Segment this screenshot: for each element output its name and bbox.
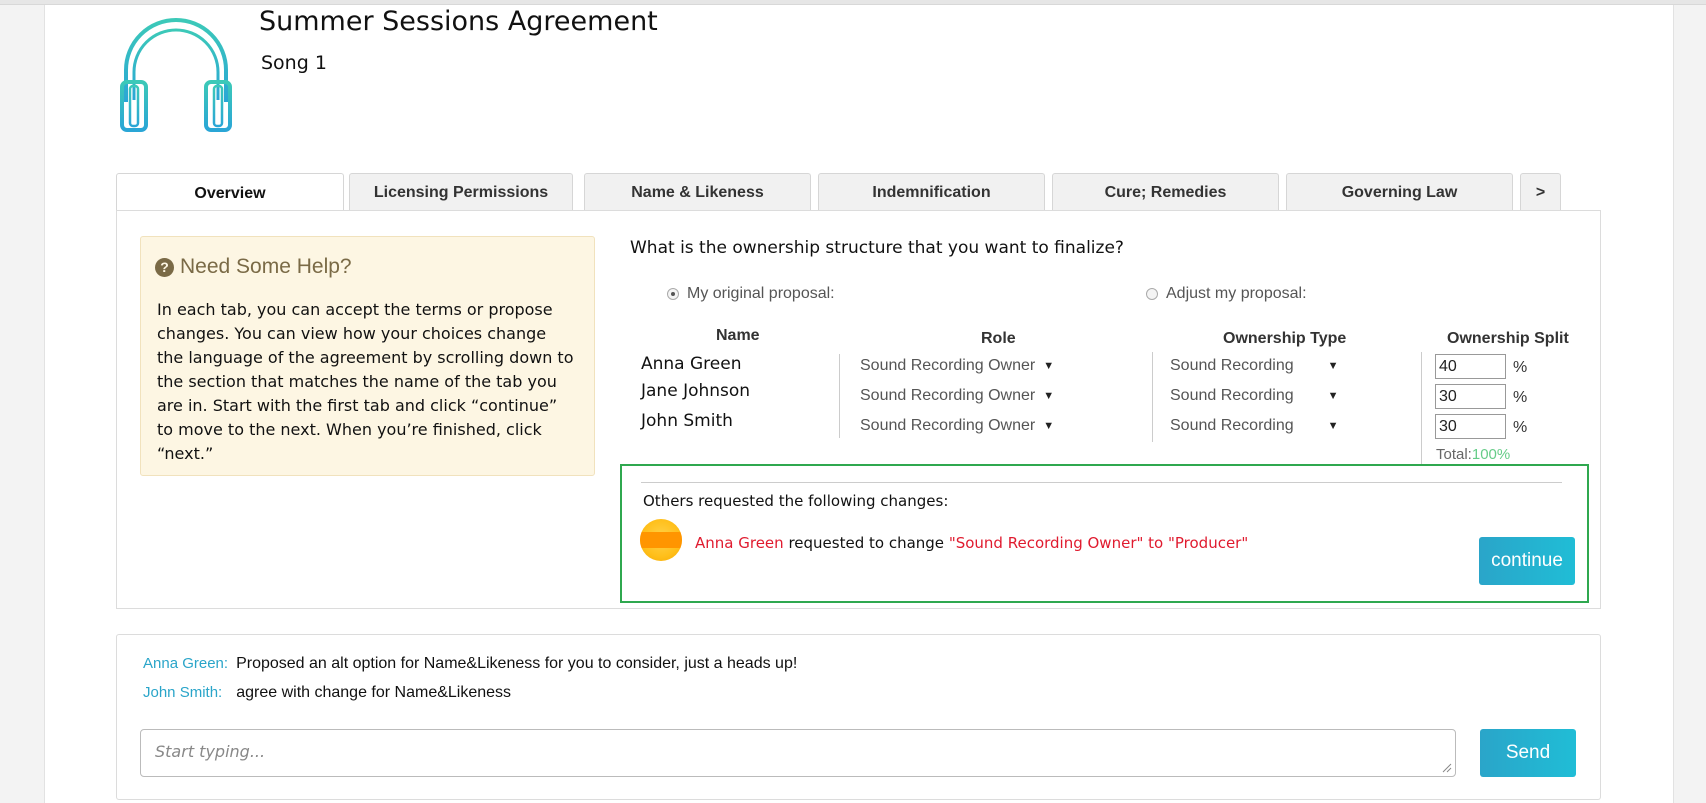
dropdown-arrow-icon[interactable]: ▼ <box>1043 390 1055 402</box>
headphones-icon <box>116 12 236 134</box>
question-circle-icon: ? <box>155 258 174 277</box>
chat-text: Proposed an alt option for Name&Likeness for you to consider, just a heads up! <box>236 655 798 672</box>
dropdown-arrow-icon[interactable]: ▼ <box>1327 360 1339 372</box>
column-divider <box>1421 352 1422 465</box>
requester-name: Anna Green <box>695 534 784 552</box>
dropdown-arrow-icon[interactable]: ▼ <box>1327 390 1339 402</box>
chat-author: Anna Green: <box>143 655 229 672</box>
ownership-type-select[interactable] <box>1170 417 1339 435</box>
tab-licensing-permissions[interactable]: Licensing Permissions <box>349 173 573 211</box>
tab-indemnification[interactable]: Indemnification <box>818 173 1045 211</box>
owner-name: Jane Johnson <box>641 381 751 401</box>
ownership-type-value: Sound Recording <box>1170 417 1294 434</box>
role-select-value: Sound Recording Owner <box>860 357 1036 374</box>
role-select[interactable] <box>860 387 1054 405</box>
dropdown-arrow-icon[interactable]: ▼ <box>1043 420 1055 432</box>
ownership-type-select[interactable] <box>1170 387 1339 405</box>
ownership-type-select[interactable] <box>1170 357 1339 375</box>
split-input[interactable] <box>1435 384 1506 409</box>
radio-adjust-proposal[interactable] <box>1146 285 1307 303</box>
percent-sign: % <box>1513 389 1528 406</box>
dropdown-arrow-icon[interactable]: ▼ <box>1043 360 1055 372</box>
change-request-text <box>695 534 1248 552</box>
chat-text: agree with change for Name&Likeness <box>236 684 512 701</box>
role-select-value: Sound Recording Owner <box>860 387 1036 404</box>
col-header-name: Name <box>716 327 760 344</box>
owner-name: Anna Green <box>641 354 742 374</box>
radio-original-proposal[interactable] <box>667 285 835 303</box>
tab-cure-remedies[interactable]: Cure; Remedies <box>1052 173 1279 211</box>
chat-message <box>143 655 797 673</box>
send-button[interactable]: Send <box>1480 729 1576 777</box>
avatar <box>640 519 682 561</box>
split-input[interactable] <box>1435 354 1506 379</box>
ownership-type-value: Sound Recording <box>1170 387 1294 404</box>
divider <box>641 482 1562 483</box>
tab-next-arrow[interactable]: > <box>1520 173 1561 211</box>
radio-unselected-icon[interactable] <box>1146 288 1158 300</box>
radio-selected-icon[interactable] <box>667 288 679 300</box>
radio-original-label: My original proposal: <box>687 285 835 302</box>
help-box <box>140 236 595 476</box>
requested-changes-box <box>620 464 1589 603</box>
role-select[interactable] <box>860 357 1054 375</box>
column-divider <box>839 354 840 438</box>
help-heading <box>155 255 352 279</box>
chat-message <box>143 684 511 702</box>
chat-author: John Smith: <box>143 684 223 701</box>
changes-title: Others requested the following changes: <box>643 492 949 510</box>
chat-placeholder: Start typing... <box>155 742 266 761</box>
dropdown-arrow-icon[interactable]: ▼ <box>1327 420 1339 432</box>
tab-governing-law[interactable]: Governing Law <box>1286 173 1513 211</box>
continue-button[interactable]: continue <box>1479 537 1575 585</box>
role-select-value: Sound Recording Owner <box>860 417 1036 434</box>
help-text: In each tab, you can accept the terms or propose changes. You can view how your choices change the language of the agreement by scrolling down to the section that matches the name of the tab you are in. Start with the first tab and click “continue” to move to the next. When you’re finished, click “next.” <box>157 300 574 463</box>
tab-overview[interactable]: Overview <box>116 173 344 213</box>
page-title: Summer Sessions Agreement <box>259 6 658 37</box>
percent-sign: % <box>1513 419 1528 436</box>
col-header-ownership-split: Ownership Split <box>1447 330 1569 347</box>
col-header-role: Role <box>981 330 1016 347</box>
role-select[interactable] <box>860 417 1054 435</box>
page-subtitle: Song 1 <box>261 52 327 74</box>
chat-input[interactable] <box>140 729 1456 777</box>
total-label: Total: <box>1436 446 1472 463</box>
total-value: 100% <box>1471 446 1511 463</box>
column-divider <box>1152 352 1153 442</box>
split-input[interactable] <box>1435 414 1506 439</box>
percent-sign: % <box>1513 359 1528 376</box>
change-verb: requested to change <box>788 534 945 552</box>
ownership-question: What is the ownership structure that you want to finalize? <box>630 238 1124 258</box>
owner-name: John Smith <box>641 411 733 431</box>
col-header-ownership-type: Ownership Type <box>1223 330 1347 347</box>
tab-name-likeness[interactable]: Name & Likeness <box>584 173 811 211</box>
ownership-type-value: Sound Recording <box>1170 357 1294 374</box>
change-detail: "Sound Recording Owner" to "Producer" <box>948 534 1249 552</box>
resize-handle-icon[interactable] <box>1442 763 1452 773</box>
split-total <box>1436 446 1510 463</box>
help-title: Need Some Help? <box>180 255 352 278</box>
radio-adjust-label: Adjust my proposal: <box>1166 285 1307 302</box>
